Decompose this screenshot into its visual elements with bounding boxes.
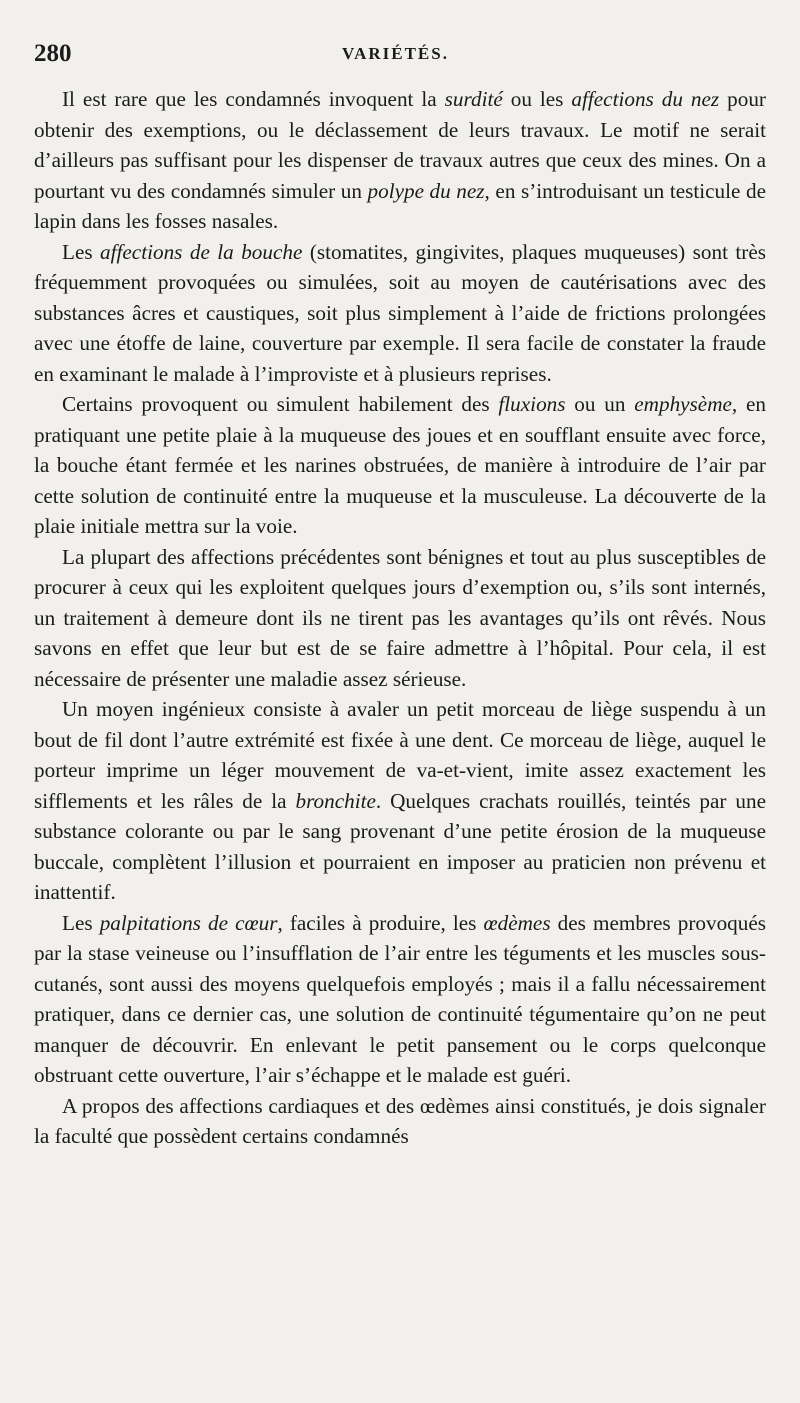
- text-run: A propos des affections cardiaques et des œdèmes ainsi constitués, je dois signaler la faculté que possèdent certains condamnés: [34, 1093, 766, 1148]
- italic-term: surdité: [444, 87, 503, 111]
- italic-term: fluxions: [498, 392, 566, 416]
- italic-term: polype du nez: [367, 178, 485, 203]
- paragraph: [34, 237, 766, 390]
- text-run: ou les: [502, 87, 572, 111]
- text-run: , en pratiquant une petite plaie à la muqueuse des joues et en soufflant ensuite avec force, la bouche étant fermée et les narines obstruées, de manière à introduire de l’air par cette solution de continuité entre la muqueuse et la musculeuse. La découverte de la plaie initiale mettra sur la voie.: [34, 392, 767, 538]
- italic-term: affections de la bouche: [100, 239, 303, 264]
- text-run: Il est rare que les condamnés invoquent la: [62, 87, 445, 111]
- text-run: pour obtenir des exemptions, ou le déclassement de leurs travaux. Le motif ne serait d’ailleurs pas suffisant pour les dispenser de travaux autres que ceux des mines. On a pourtant vu des condamnés simuler un: [34, 87, 766, 203]
- paragraph: [34, 694, 766, 908]
- italic-term: œdèmes: [483, 910, 551, 935]
- paragraph: [34, 1091, 766, 1152]
- text-run: . Quelques crachats rouillés, teintés par une substance colorante ou par le sang provenant d’une petite érosion de la muqueuse buccale, complètent l’illusion et pourraient en imposer au praticien non prévenu et inattentif.: [34, 788, 766, 904]
- running-title: VARIÉTÉS.: [342, 44, 449, 63]
- italic-term: bronchite: [295, 788, 376, 813]
- italic-term: emphysème: [634, 392, 732, 416]
- text-run: des membres provoqués par la stase veineuse ou l’insufflation de l’air entre les téguments et les muscles sous-cutanés, sont aussi des moyens quelquefois employés ; mais il a fallu nécessairement pratiquer, dans ce dernier cas, une solution de continuité tégumentaire qu’on ne peut manquer de découvrir. En enlevant le petit pansement ou le corps quelconque obstruant cette ouverture, l’air s’échappe et le malade est guéri.: [34, 910, 766, 1087]
- italic-term: affections du nez: [571, 87, 720, 111]
- page-number: 280: [34, 40, 72, 67]
- page-header: [34, 40, 766, 74]
- text-run: Les: [62, 239, 101, 264]
- text-run: , faciles à produire, les: [277, 910, 484, 935]
- paragraph: [34, 542, 766, 695]
- body-text: [34, 84, 766, 1152]
- text-run: Un moyen ingénieux consiste à avaler un petit morceau de liège suspendu à un bout de fil dont l’autre extrémité est fixée à une dent. Ce morceau de liège, auquel le porteur imprime un léger mouvement de va-et-vient, imite assez exactement les sifflements et les râles de la: [34, 697, 766, 813]
- text-run: Certains provoquent ou simulent habilement des: [62, 392, 499, 416]
- paragraph: [34, 389, 766, 542]
- text-run: Les: [62, 910, 100, 935]
- text-run: ou un: [565, 392, 635, 416]
- paragraph: [34, 84, 766, 237]
- paragraph: [34, 908, 766, 1091]
- text-run: , en s’introduisant un testicule de lapin dans les fosses nasales.: [34, 178, 766, 233]
- italic-term: palpitations de cœur: [99, 910, 278, 935]
- text-run: (stomatites, gingivites, plaques muqueuses) sont très fréquemment provoquées ou simulées, soit au moyen de cautérisations avec des substances âcres et caustiques, soit plus simplement à l’aide de frictions prolongées avec une étoffe de laine, couverture par exemple. Il sera facile de constater la fraude en examinant le malade à l’improviste et à plusieurs reprises.: [34, 239, 766, 386]
- text-run: La plupart des affections précédentes sont bénignes et tout au plus susceptibles de procurer à ceux qui les exploitent quelques jours d’exemption ou, s’ils sont internés, un traitement à demeure dont ils ne tirent pas les avantages qu’ils ont rêvés. Nous savons en effet que leur but est de se faire admettre à l’hôpital. Pour cela, il est nécessaire de présenter une maladie assez sérieuse.: [34, 544, 766, 691]
